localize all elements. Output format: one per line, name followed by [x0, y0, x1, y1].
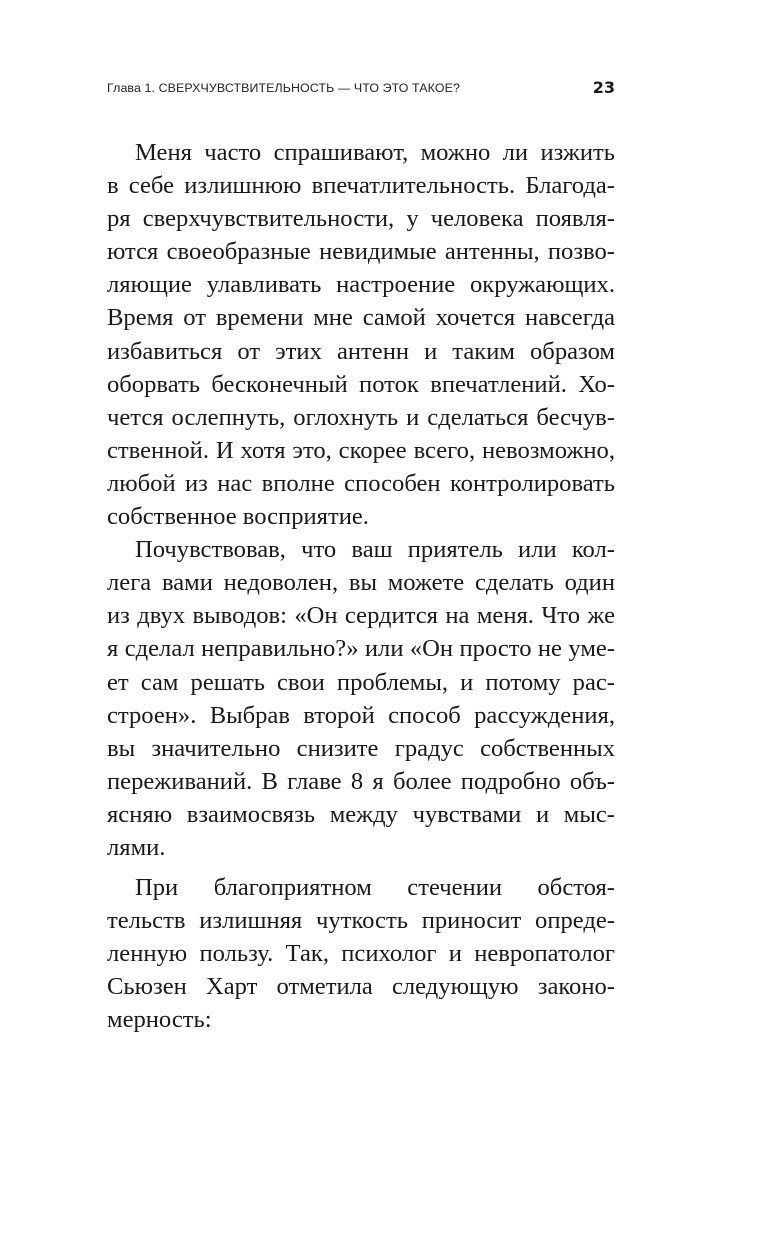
text-line: ляющие улавливать настроение окружающих. — [107, 271, 615, 299]
text-line: Сьюзен Харт отметила следующую законо- — [107, 973, 615, 1001]
text-line: Меня часто спрашивают, можно ли изжить — [135, 139, 615, 166]
text-line: ря сверхчувствительности, у человека появля- — [107, 205, 615, 233]
text-line: мерность: — [107, 1006, 212, 1034]
chapter-running-title: Глава 1. СВЕРХЧУВСТВИТЕЛЬНОСТЬ — ЧТО ЭТО ТАКОЕ? — [107, 81, 460, 95]
text-line: чется ослепнуть, оглохнуть и сделаться бесчув- — [107, 403, 615, 431]
text-line: собственное восприятие. — [107, 503, 369, 531]
text-line: строен». Выбрав второй способ рассуждения, — [107, 701, 615, 729]
text-line: ются своеобразные невидимые антенны, позво- — [107, 238, 615, 266]
text-line: ясняю взаимосвязь между чувствами и мыс- — [107, 800, 615, 828]
text-line: в себе излишнюю впечатлительность. Благода- — [107, 172, 615, 200]
text-line: Почувствовав, что ваш приятель или кол- — [135, 536, 615, 564]
text-line: избавиться от этих антенн и таким образом — [107, 337, 615, 365]
text-line: лега вами недоволен, вы можете сделать один — [107, 569, 615, 597]
paragraph-spacer — [107, 864, 615, 871]
text-line: любой из нас вполне способен контролировать — [107, 469, 615, 497]
text-line: ленную пользу. Так, психолог и невропатолог — [107, 940, 615, 968]
text-line: Время от времени мне самой хочется навсегда — [107, 304, 615, 332]
text-line: оборвать бесконечный поток впечатлений. Хо- — [107, 370, 615, 398]
text-line: ственной. И хотя это, скорее всего, невозможно, — [107, 436, 615, 464]
text-line: ет сам решать свои проблемы, и потому рас- — [107, 668, 615, 696]
text-line: переживаний. В главе 8 я более подробно объ- — [107, 767, 615, 795]
body-text — [107, 136, 615, 1037]
text-line: вы значительно снизите градус собственных — [107, 734, 615, 762]
text-line: я сделал неправильно?» или «Он просто не уме- — [107, 635, 615, 663]
text-line: из двух выводов: «Он сердится на меня. Что же — [107, 602, 615, 630]
page-number: 23 — [592, 78, 615, 97]
text-line: При благоприятном стечении обстоя- — [135, 874, 615, 902]
running-header — [107, 78, 615, 102]
text-line: тельств излишняя чуткость приносит опреде- — [107, 907, 615, 935]
text-line: лями. — [107, 833, 166, 861]
